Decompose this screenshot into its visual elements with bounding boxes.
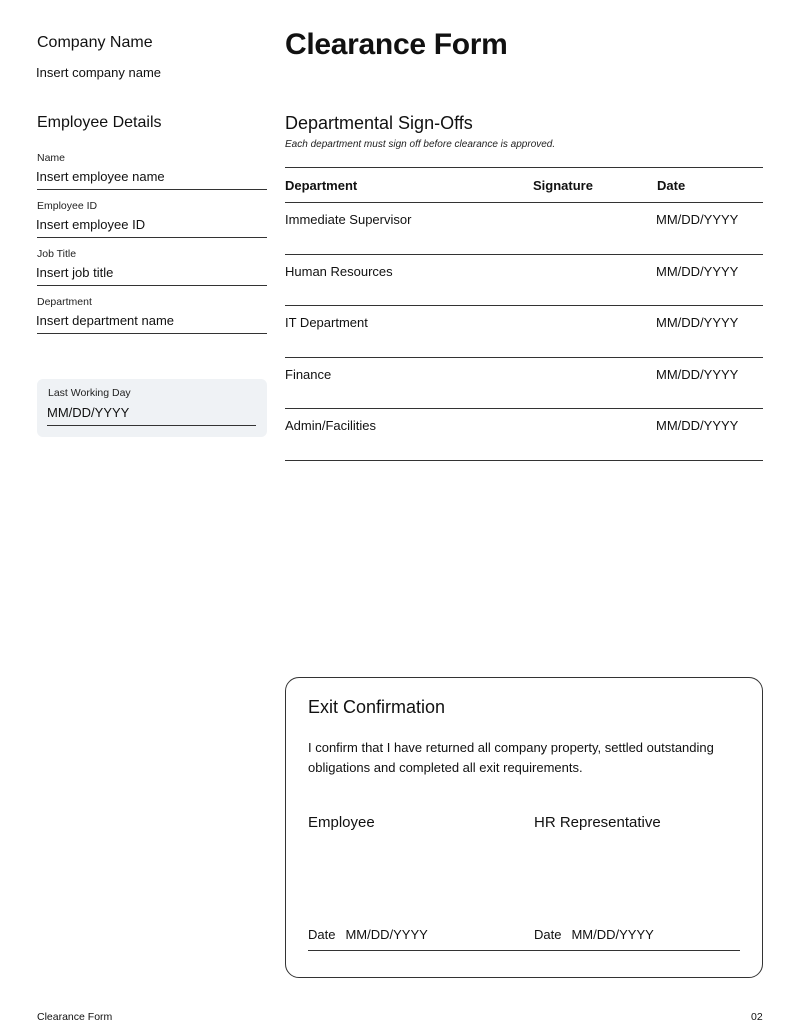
- employee-id-label: Employee ID: [37, 200, 98, 212]
- last-working-day-label: Last Working Day: [48, 387, 131, 399]
- employee-details-heading: Employee Details: [37, 114, 162, 131]
- department-input[interactable]: Insert department name: [36, 313, 175, 328]
- row-department: Immediate Supervisor: [285, 212, 412, 227]
- table-row: [285, 306, 763, 358]
- exit-confirmation-title: Exit Confirmation: [308, 697, 446, 717]
- row-department: Admin/Facilities: [285, 418, 377, 433]
- employee-signature-label: Employee: [308, 814, 375, 831]
- row-department: Human Resources: [285, 263, 393, 279]
- department-label: Department: [37, 296, 92, 308]
- job-title-field[interactable]: [37, 246, 267, 286]
- table-top-rule: [285, 167, 763, 168]
- table-row: [285, 203, 763, 255]
- signoffs-title: Departmental Sign-Offs: [285, 113, 473, 133]
- hr-signature-label: HR Representative: [534, 814, 661, 831]
- hr-date-label: Date: [534, 927, 562, 942]
- job-title-input[interactable]: Insert job title: [36, 265, 114, 280]
- employee-date-input[interactable]: MM/DD/YYYY: [345, 927, 428, 942]
- exit-confirmation-box: [285, 677, 763, 978]
- last-working-day-underline: [47, 425, 256, 426]
- column-header-signature: Signature: [533, 178, 593, 193]
- column-header-date: Date: [657, 178, 686, 193]
- footer-title: Clearance Form: [37, 1011, 113, 1023]
- employee-id-field[interactable]: [37, 198, 267, 238]
- table-row: [285, 358, 763, 410]
- job-title-label: Job Title: [37, 248, 77, 260]
- signoffs-note: Each department must sign off before clearance is approved.: [285, 139, 556, 150]
- employee-date-label: Date: [308, 927, 336, 942]
- employee-name-field[interactable]: [37, 150, 267, 190]
- row-department: IT Department: [285, 315, 368, 330]
- last-working-day-box[interactable]: [37, 379, 267, 437]
- last-working-day-input[interactable]: MM/DD/YYYY: [47, 405, 130, 420]
- exit-date-underline: [308, 950, 740, 951]
- employee-name-label: Name: [37, 152, 66, 164]
- department-field[interactable]: [37, 294, 267, 334]
- exit-confirmation-text: I confirm that I have returned all company property, settled outstanding obligations and completed all exit requirements.: [308, 740, 714, 775]
- company-name-value[interactable]: Insert company name: [36, 65, 162, 80]
- row-date[interactable]: MM/DD/YYYY: [656, 418, 739, 433]
- table-row: [285, 409, 763, 461]
- table-row: [285, 255, 763, 307]
- employee-id-input[interactable]: Insert employee ID: [36, 217, 146, 232]
- row-date[interactable]: MM/DD/YYYY: [656, 212, 739, 227]
- hr-date-input[interactable]: MM/DD/YYYY: [571, 927, 654, 942]
- row-department: Finance: [285, 366, 332, 382]
- row-date[interactable]: MM/DD/YYYY: [656, 263, 739, 279]
- company-name-heading: Company Name: [37, 34, 153, 51]
- row-date[interactable]: MM/DD/YYYY: [656, 315, 739, 330]
- employee-name-input[interactable]: Insert employee name: [36, 169, 165, 184]
- page-number: 02: [751, 1011, 763, 1023]
- hr-date-group: [534, 927, 654, 942]
- employee-date-group: [308, 927, 428, 942]
- column-header-department: Department: [285, 178, 358, 193]
- page-title: Clearance Form: [285, 28, 508, 61]
- row-date[interactable]: MM/DD/YYYY: [656, 366, 739, 382]
